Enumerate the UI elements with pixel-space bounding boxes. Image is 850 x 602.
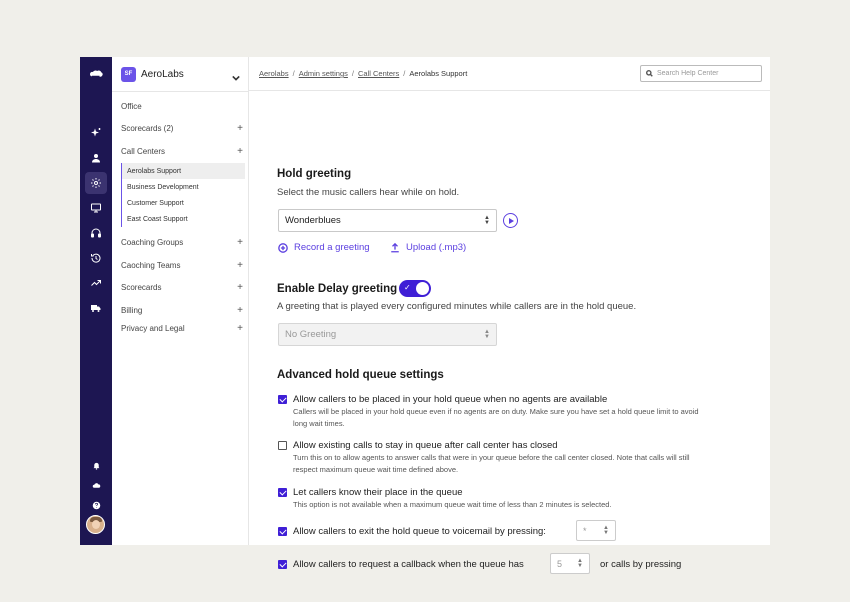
sidebar-item-billing[interactable] (121, 303, 243, 317)
sidebar-item-label: Billing (121, 305, 143, 315)
sidebar-item-privacy-legal[interactable] (121, 321, 243, 335)
sidebar-item-scorecards-2[interactable] (121, 121, 243, 135)
contact-card-icon[interactable] (85, 197, 107, 219)
select-arrows-icon: ▲ ▼ (484, 214, 490, 226)
select-arrows-icon: ▲ ▼ (577, 557, 583, 569)
voicemail-key-select[interactable] (576, 520, 616, 541)
sidebar-item-call-centers[interactable] (121, 144, 243, 158)
upload-icon (390, 243, 400, 253)
advanced-settings-title: Advanced hold queue settings (277, 369, 444, 381)
sidebar-item-label: Office (121, 101, 142, 111)
select-value: No Greeting (285, 329, 337, 340)
call-center-item[interactable]: Customer Support (127, 199, 184, 207)
breadcrumb-link[interactable]: Aerolabs (259, 69, 289, 78)
bell-icon[interactable] (85, 454, 107, 476)
option-help: Callers will be placed in your hold queue even if no agents are on duty. Make sure you have set a hold queue limit to avoid long wait times. (293, 407, 699, 428)
chevron-down-icon (232, 69, 242, 79)
gear-icon[interactable] (85, 172, 107, 194)
call-center-item[interactable]: East Coast Support (127, 215, 188, 223)
sparkle-icon[interactable] (85, 122, 107, 144)
top-bar (249, 57, 770, 91)
breadcrumb-separator: / (292, 69, 295, 78)
truck-icon[interactable] (85, 297, 107, 319)
help-icon[interactable] (85, 494, 107, 516)
option-label: Allow callers to exit the hold queue to voicemail by pressing: (293, 526, 546, 537)
select-value: 5 (557, 558, 563, 569)
sidebar-item-label: Privacy and Legal (121, 323, 185, 333)
breadcrumb-current: Aerolabs Support (409, 69, 468, 78)
org-switcher[interactable] (121, 66, 242, 82)
plus-icon[interactable]: + (237, 145, 243, 157)
upload-mp3-label: Upload (.mp3) (406, 242, 467, 253)
sidebar-item-label: Call Centers (121, 146, 166, 156)
divider (112, 91, 249, 92)
select-arrows-icon: ▲ ▼ (603, 524, 609, 536)
hold-greeting-title: Hold greeting (277, 168, 352, 180)
checkbox-unchecked[interactable] (278, 441, 287, 450)
app-logo-icon[interactable] (85, 63, 107, 85)
option-help: This option is not available when a maximum queue wait time of less than 2 minutes is selected. (293, 500, 612, 509)
checkbox-checked[interactable] (278, 560, 287, 569)
app-window (80, 57, 770, 570)
option-label: Let callers know their place in the queue (293, 487, 463, 498)
search-icon (646, 70, 653, 77)
sidebar-item-label: Coaching Groups (121, 237, 184, 247)
sidebar-item-scorecards[interactable] (121, 280, 243, 294)
org-badge: SF (121, 67, 136, 82)
settings-sidebar (112, 57, 249, 545)
callback-count-select[interactable] (550, 553, 590, 574)
sidebar-item-coaching-groups[interactable] (121, 235, 243, 249)
option-label: Allow callers to request a callback when the queue has (293, 559, 524, 570)
select-value: Wonderblues (285, 215, 341, 226)
plus-icon[interactable]: + (237, 281, 243, 293)
call-center-item[interactable]: Aerolabs Support (122, 163, 245, 179)
plus-icon[interactable]: + (237, 122, 243, 134)
icon-rail (80, 57, 112, 545)
select-value: * (583, 525, 587, 536)
record-greeting-button[interactable] (278, 242, 370, 253)
main-content (249, 92, 770, 570)
user-icon[interactable] (85, 147, 107, 169)
checkbox-checked[interactable] (278, 395, 287, 404)
sidebar-item-label: Scorecards (2) (121, 123, 174, 133)
play-icon[interactable] (503, 213, 518, 228)
avatar[interactable] (86, 515, 105, 534)
delay-greeting-toggle[interactable] (399, 280, 431, 297)
sidebar-item-label: Scorecards (121, 282, 162, 292)
delay-greeting-description: A greeting that is played every configured minutes while callers are in the hold queue. (277, 301, 637, 312)
headset-icon[interactable] (85, 222, 107, 244)
hold-music-select[interactable] (278, 209, 497, 232)
search-box[interactable] (640, 65, 762, 82)
plus-icon[interactable]: + (237, 259, 243, 271)
upload-mp3-button[interactable] (390, 242, 466, 253)
select-arrows-icon: ▲ ▼ (484, 328, 490, 340)
checkbox-checked[interactable] (278, 488, 287, 497)
sidebar-item-label: Caoching Teams (121, 260, 181, 270)
history-icon[interactable] (85, 247, 107, 269)
breadcrumb-link[interactable]: Admin settings (298, 69, 348, 78)
breadcrumb-separator: / (351, 69, 354, 78)
option-help: Turn this on to allow agents to answer calls that were in your queue before the call center closed. Note that calls will still respect maximum queue wait time defined above. (293, 453, 690, 474)
option-label: Allow callers to be placed in your hold queue when no agents are available (293, 394, 608, 405)
breadcrumb (259, 69, 467, 78)
breadcrumb-separator: / (403, 69, 406, 78)
breadcrumb-link[interactable]: Call Centers (358, 69, 400, 78)
delay-greeting-select (278, 323, 497, 346)
toggle-knob (416, 282, 429, 295)
check-icon: ✓ (404, 283, 411, 292)
add-circle-icon (278, 243, 288, 253)
call-center-item[interactable]: Business Development (127, 183, 199, 191)
option-label: Allow existing calls to stay in queue after call center has closed (293, 440, 558, 451)
sidebar-item-office[interactable] (121, 99, 243, 113)
org-name: AeroLabs (141, 68, 184, 80)
callback-trailing-label: or calls by pressing (600, 559, 682, 570)
cloud-icon[interactable] (85, 474, 107, 496)
plus-icon[interactable]: + (237, 304, 243, 316)
plus-icon[interactable]: + (237, 322, 243, 334)
trend-icon[interactable] (85, 272, 107, 294)
plus-icon[interactable]: + (237, 236, 243, 248)
checkbox-checked[interactable] (278, 527, 287, 536)
record-greeting-label: Record a greeting (294, 242, 370, 253)
hold-greeting-description: Select the music callers hear while on hold. (277, 187, 460, 198)
sidebar-item-coaching-teams[interactable] (121, 258, 243, 272)
search-input[interactable] (657, 70, 757, 77)
delay-greeting-title: Enable Delay greeting (277, 283, 398, 295)
